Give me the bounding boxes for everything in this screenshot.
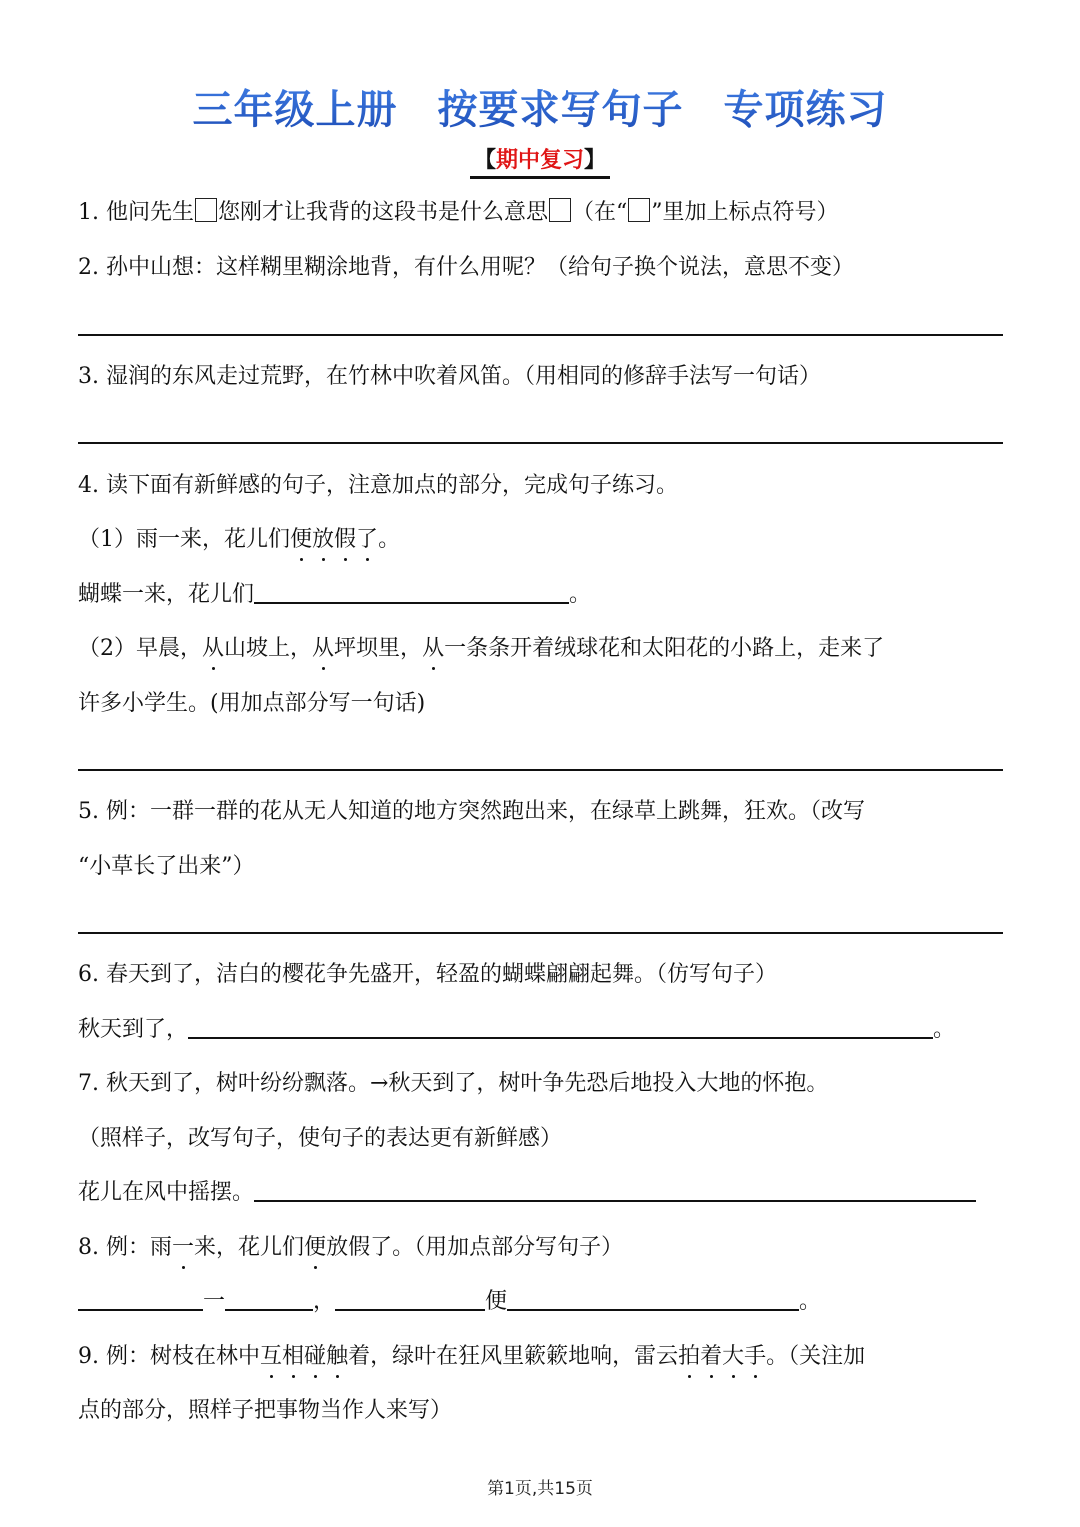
fill-blank-6[interactable] xyxy=(188,1015,933,1039)
punctuation-box-2[interactable] xyxy=(549,198,571,222)
answer-line-4[interactable] xyxy=(78,769,1003,771)
question-5: 5. 例：一群一群的花从无人知道的地方突然跑出来，在绿草上跳舞，狂欢。（改写 xyxy=(78,799,866,824)
page-indicator: 第1页,共15页 xyxy=(487,1479,593,1499)
question-5-line2: “小草长了出来”） xyxy=(78,854,255,879)
worksheet-subtitle xyxy=(0,143,1080,179)
question-7-fill: 花儿在风中摇摆。 xyxy=(78,1178,976,1208)
question-4-part-2: （2）早晨，从山坡上，从坪坝里，从一条条开着绒球花和太阳花的小路上，走来了 xyxy=(78,634,884,664)
punctuation-box-1[interactable] xyxy=(195,198,217,222)
subtitle-text: 期中复习 xyxy=(495,148,584,173)
fill-blank-8-1[interactable] xyxy=(78,1287,203,1311)
question-8: 8. 例：雨一来，花儿们便放假了。（用加点部分写句子） xyxy=(78,1233,623,1263)
question-4-part-1: （1）雨一来，花儿们便放假了。 xyxy=(78,525,400,555)
fill-blank-8-2[interactable] xyxy=(225,1287,313,1311)
bracket-open: 【 xyxy=(473,148,496,173)
fill-blank-8-3[interactable] xyxy=(335,1287,485,1311)
question-3: 3. 湿润的东风走过荒野，在竹林中吹着风笛。（用相同的修辞手法写一句话） xyxy=(78,364,822,389)
fill-blank-4-1[interactable] xyxy=(254,580,569,604)
box-example-icon xyxy=(628,198,650,222)
fill-blank-8-4[interactable] xyxy=(507,1287,799,1311)
question-6-fill: 秋天到了， 。 xyxy=(78,1017,956,1042)
worksheet-title xyxy=(0,78,1080,135)
question-1: 1. 他问先生 您刚才让我背的这段书是什么意思 （在“ ”里加上标点符号） xyxy=(78,200,839,225)
question-7: 7. 秋天到了，树叶纷纷飘落。→秋天到了，树叶争先恐后地投入大地的怀抱。 xyxy=(78,1071,829,1096)
question-4-part-2-line2: 许多小学生。(用加点部分写一句话) xyxy=(78,691,426,716)
title-practice: 专项练习 xyxy=(723,87,888,133)
answer-line-5[interactable] xyxy=(78,932,1003,934)
question-2: 2. 孙中山想：这样糊里糊涂地背，有什么用呢？（给句子换个说法，意思不变） xyxy=(78,255,855,280)
answer-line-2[interactable] xyxy=(78,334,1003,336)
bracket-close: 】 xyxy=(584,148,607,173)
question-6: 6. 春天到了，洁白的樱花争先盛开，轻盈的蝴蝶翩翩起舞。（仿写句子） xyxy=(78,962,778,987)
question-7-line2: （照样子，改写句子，使句子的表达更有新鲜感） xyxy=(78,1126,563,1151)
title-topic: 按要求写句子 xyxy=(437,87,684,133)
question-4-fill: 蝴蝶一来，花儿们 。 xyxy=(78,582,592,607)
answer-line-3[interactable] xyxy=(78,442,1003,444)
question-9: 9. 例：树枝在林中互相碰触着，绿叶在狂风里簌簌地响，雷云拍着大手。（关注加 xyxy=(78,1342,865,1372)
fill-blank-7[interactable] xyxy=(254,1178,976,1202)
title-grade: 三年级上册 xyxy=(192,87,398,133)
question-4: 4. 读下面有新鲜感的句子，注意加点的部分，完成句子练习。 xyxy=(78,473,679,498)
question-8-fill: 一 ， 便 。 xyxy=(78,1287,821,1317)
question-9-line2: 点的部分，照样子把事物当作人来写） xyxy=(78,1398,453,1423)
